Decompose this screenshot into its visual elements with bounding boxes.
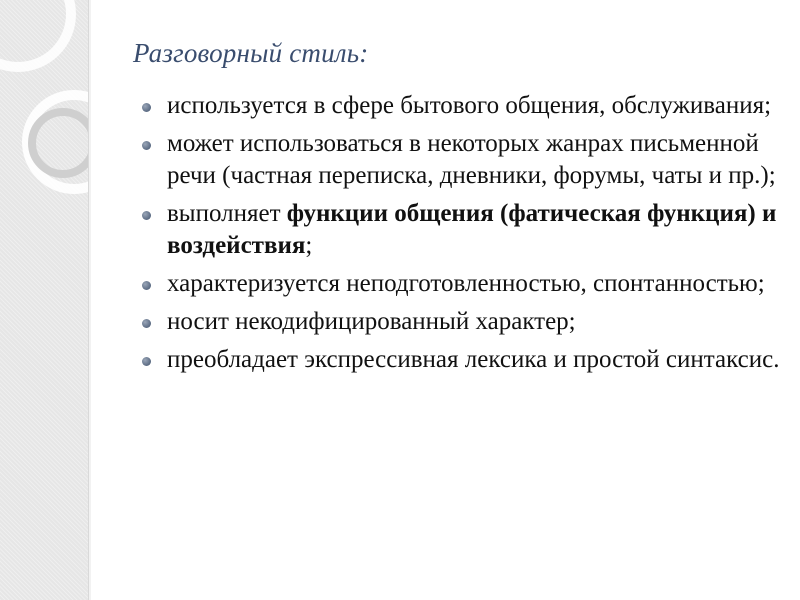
bullet-icon (142, 281, 151, 290)
bullet-text: характеризуется неподготовленностью, спонтанностью; (167, 270, 765, 297)
bullet-icon (142, 357, 151, 366)
bullet-text: используется в сфере бытового общения, обслуживания; (167, 92, 772, 119)
bullet-text: ; (305, 232, 313, 259)
bullet-text: может использоваться в некоторых жанрах письменной речи (частная переписка, дневники, форумы, чаты и пр.); (167, 130, 776, 189)
decorative-ring (0, 0, 76, 72)
bullet-icon (142, 141, 151, 150)
bullet-item (140, 90, 780, 122)
bullet-item (140, 344, 780, 376)
bullet-text: преобладает экспрессивная лексика и простой синтаксис. (167, 346, 780, 373)
bullet-item (140, 268, 780, 300)
band-divider (88, 0, 91, 600)
slide-title: Разговорный стиль: (133, 38, 369, 68)
bullet-text: выполняет (167, 200, 287, 227)
bullet-icon (142, 103, 151, 112)
bullet-item (140, 128, 780, 192)
bullet-text: носит некодифицированный характер; (167, 308, 576, 335)
bullet-item (140, 198, 780, 262)
bullet-icon (142, 211, 151, 220)
bullet-text-bold: функции общения (фатическая функция) и воздействия (167, 200, 777, 259)
bullet-icon (142, 319, 151, 328)
decorative-side-band (0, 0, 88, 600)
bullet-list (140, 90, 780, 382)
bullet-item (140, 306, 780, 338)
